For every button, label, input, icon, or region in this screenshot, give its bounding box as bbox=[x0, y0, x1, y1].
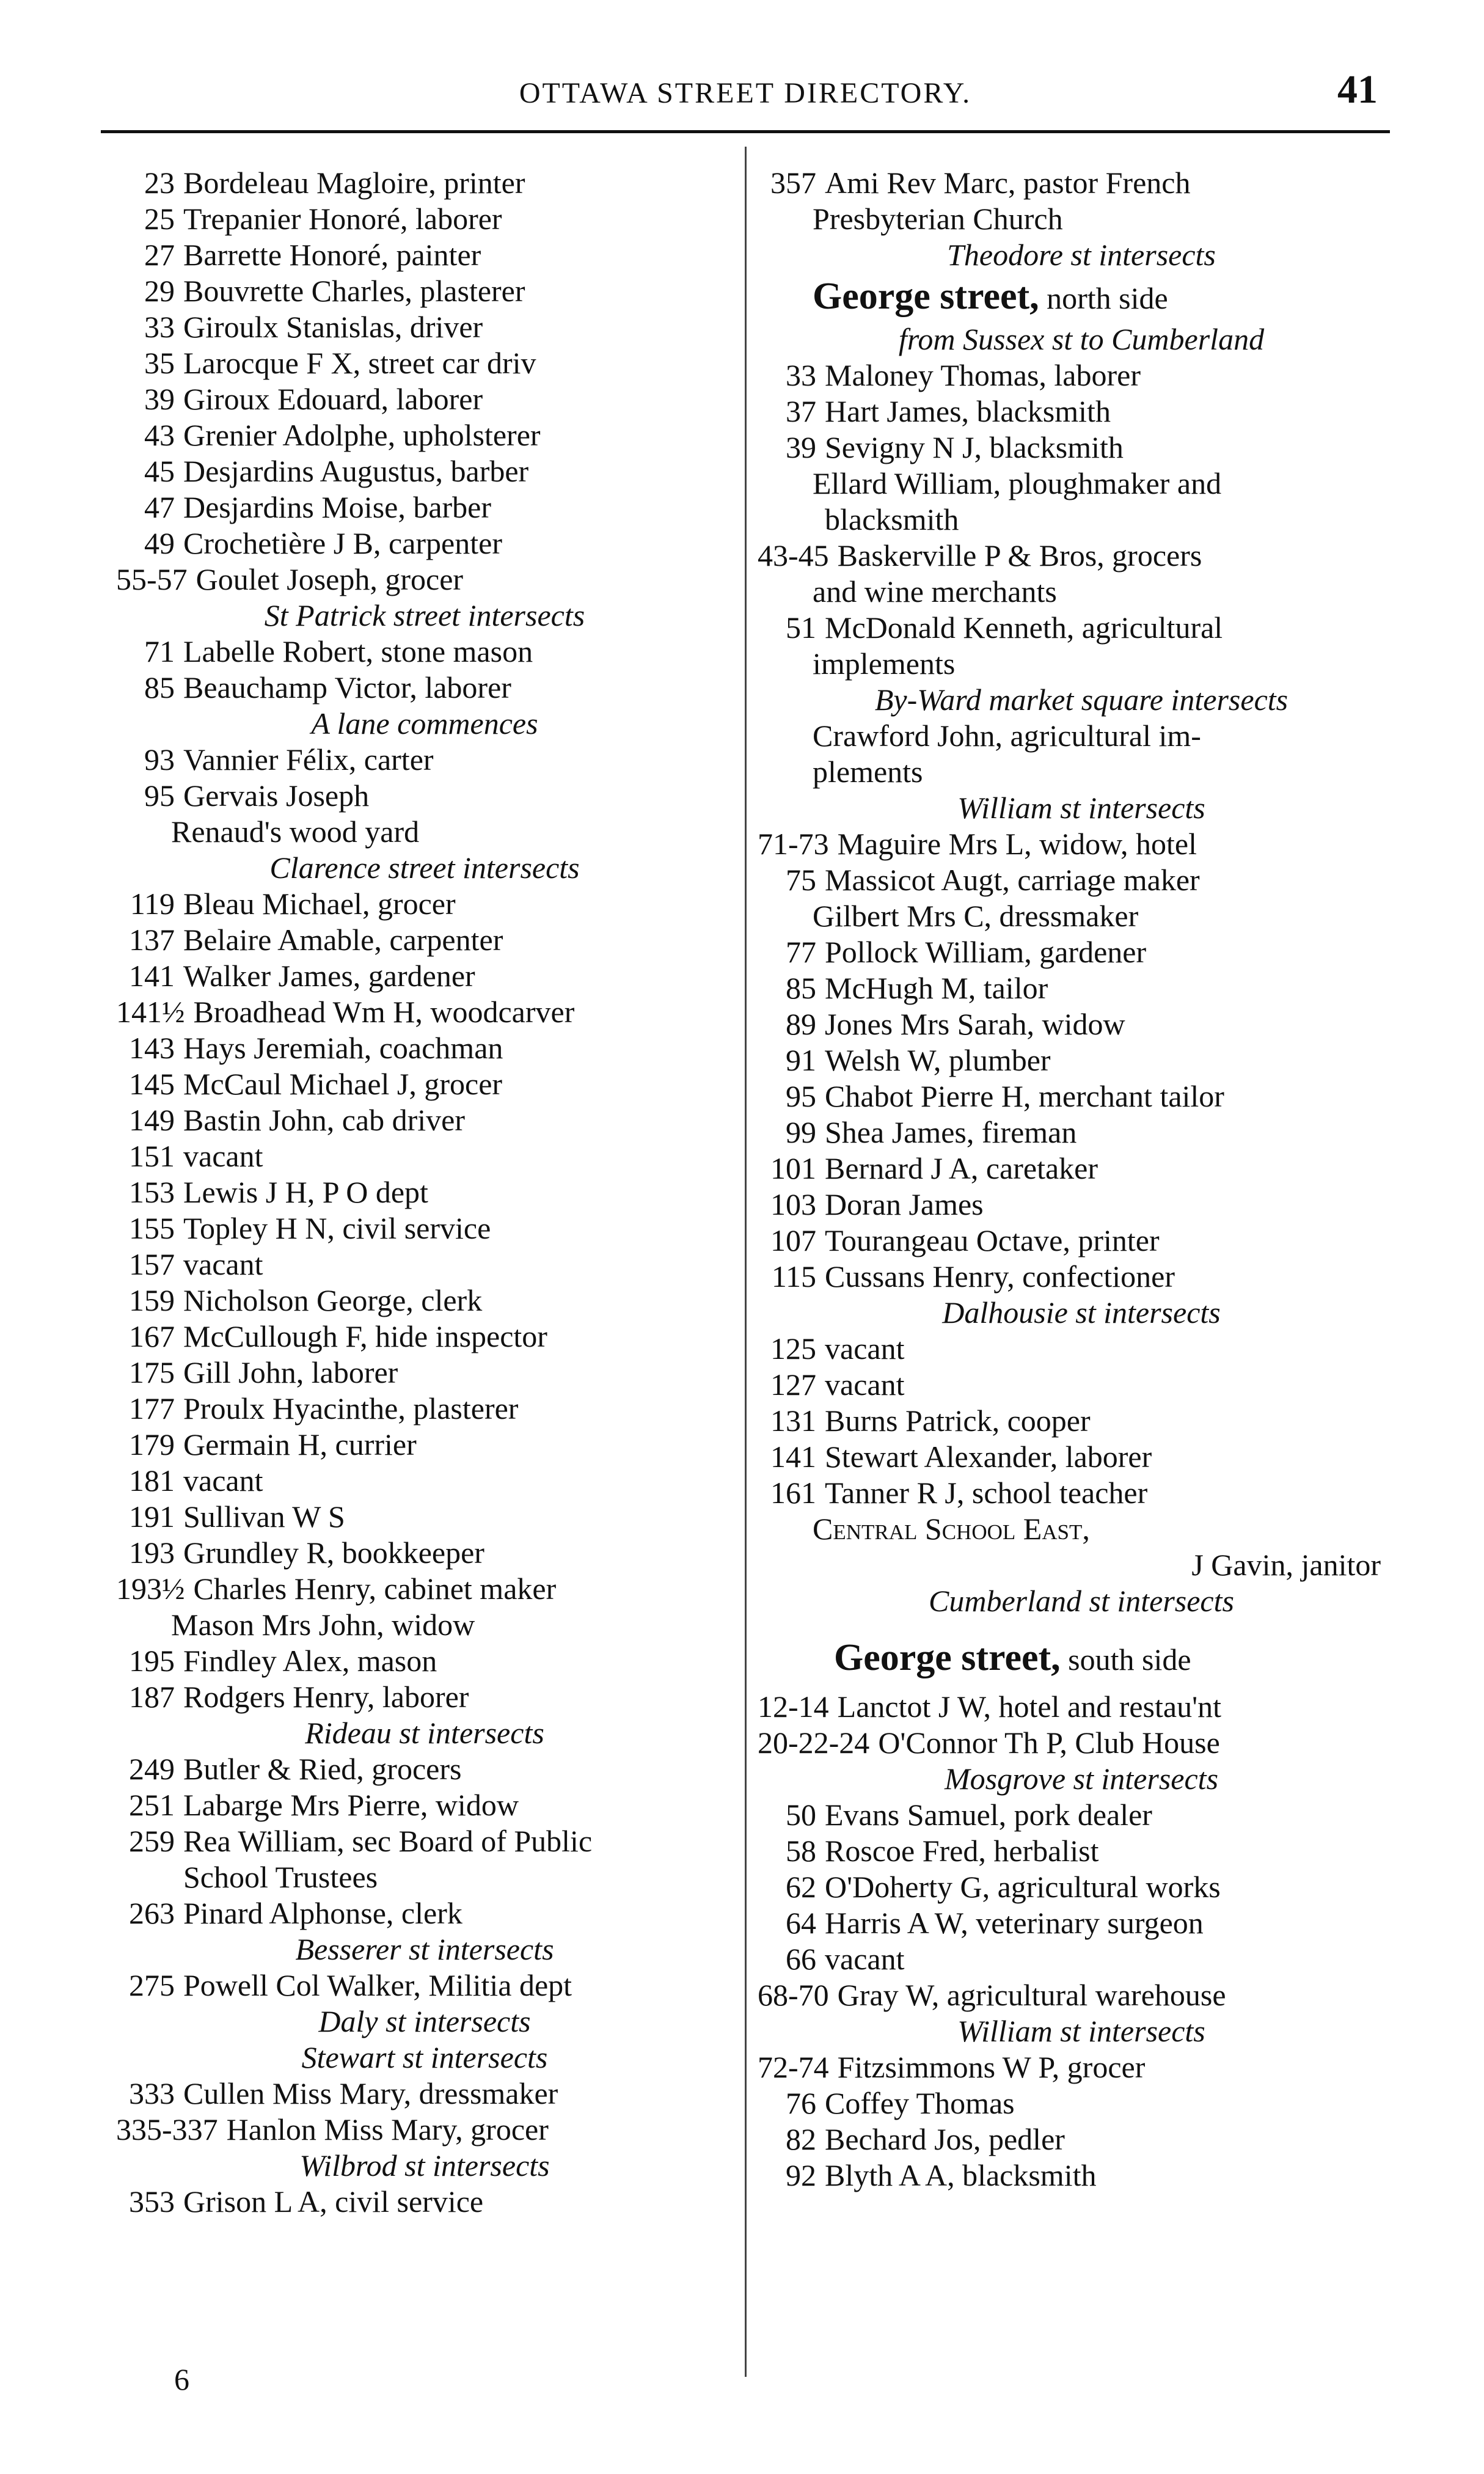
directory-entry bbox=[116, 1283, 733, 1319]
resident-name: Cussans Henry, confectioner bbox=[825, 1259, 1175, 1294]
resident-name: Shea James, fireman bbox=[825, 1115, 1077, 1149]
resident-name: Coffey Thomas bbox=[825, 2086, 1015, 2120]
intersection-note: Cumberland st intersects bbox=[929, 1584, 1234, 1618]
resident-name: vacant bbox=[825, 1331, 905, 1366]
house-number: 12-14 bbox=[758, 1689, 829, 1724]
house-number: 335-337 bbox=[116, 2112, 218, 2146]
resident-name: Roscoe Fred, herbalist bbox=[825, 1834, 1099, 1868]
house-number: 27 bbox=[144, 238, 175, 272]
house-number: 115 bbox=[771, 1259, 816, 1294]
house-number: 37 bbox=[786, 394, 816, 428]
resident-name: Desjardins Moise, barber bbox=[183, 490, 492, 524]
resident-name: Gill John, laborer bbox=[183, 1355, 398, 1389]
resident-name: O'Connor Th P, Club House bbox=[878, 1726, 1220, 1760]
directory-entry bbox=[758, 165, 1405, 201]
house-number: 82 bbox=[786, 2122, 816, 2156]
intersection-note: Mosgrove st intersects bbox=[944, 1762, 1219, 1796]
directory-entry bbox=[116, 1967, 733, 2004]
directory-entry bbox=[758, 1403, 1405, 1439]
house-number: 43-45 bbox=[758, 538, 829, 573]
resident-name: vacant bbox=[183, 1463, 263, 1498]
directory-entry bbox=[116, 562, 733, 598]
street-name: George street, bbox=[834, 1637, 1061, 1678]
house-number: 85 bbox=[786, 971, 816, 1005]
resident-name: Hays Jeremiah, coachman bbox=[183, 1031, 503, 1065]
resident-name: Sevigny N J, blacksmith bbox=[825, 430, 1124, 464]
house-number: 175 bbox=[129, 1355, 175, 1389]
resident-name: Burns Patrick, cooper bbox=[825, 1404, 1091, 1438]
directory-entry bbox=[116, 1463, 733, 1499]
resident-name: Butler & Ried, grocers bbox=[183, 1752, 462, 1786]
street-name: George street, bbox=[813, 276, 1039, 317]
intersection-note: A lane commences bbox=[311, 706, 538, 741]
directory-entry bbox=[116, 994, 733, 1030]
house-number: 353 bbox=[129, 2184, 175, 2219]
house-number: 137 bbox=[129, 923, 175, 957]
directory-entry bbox=[758, 1259, 1405, 1295]
resident-name: Maguire Mrs L, widow, hotel bbox=[837, 827, 1197, 861]
directory-entry bbox=[116, 381, 733, 417]
street-side: south side bbox=[1060, 1642, 1191, 1677]
resident-name: Desjardins Augustus, barber bbox=[183, 454, 529, 488]
institution-name: Central School East, bbox=[813, 1512, 1090, 1546]
street-heading bbox=[758, 273, 1405, 321]
house-number: 55-57 bbox=[116, 562, 188, 596]
directory-entry bbox=[758, 1869, 1405, 1905]
continuation-line: Mason Mrs John, widow bbox=[171, 1608, 475, 1642]
directory-entry bbox=[758, 1367, 1405, 1403]
directory-entry bbox=[758, 1977, 1405, 2013]
intersection-note: William st intersects bbox=[957, 791, 1205, 825]
house-number: 51 bbox=[786, 610, 816, 645]
resident-name: Goulet Joseph, grocer bbox=[196, 562, 464, 596]
directory-entry bbox=[758, 2157, 1405, 2194]
continuation-line: and wine merchants bbox=[813, 574, 1057, 609]
directory-entry bbox=[116, 1571, 733, 1607]
house-number: 58 bbox=[786, 1834, 816, 1868]
resident-name: vacant bbox=[183, 1247, 263, 1281]
house-number: 159 bbox=[129, 1283, 175, 1317]
house-number: 275 bbox=[129, 1968, 175, 2002]
resident-name: Chabot Pierre H, merchant tailor bbox=[825, 1079, 1224, 1113]
directory-entry bbox=[116, 165, 733, 201]
resident-name: McCullough F, hide inspector bbox=[183, 1319, 547, 1353]
directory-entry bbox=[116, 345, 733, 381]
directory-entry bbox=[116, 1355, 733, 1391]
house-number: 141 bbox=[129, 959, 175, 993]
house-number: 71 bbox=[144, 634, 175, 668]
resident-name: Crochetière J B, carpenter bbox=[183, 526, 502, 560]
continuation-line: implements bbox=[813, 646, 956, 681]
house-number: 91 bbox=[786, 1043, 816, 1077]
house-number: 92 bbox=[786, 2158, 816, 2192]
house-number: 141 bbox=[770, 1440, 816, 1474]
resident-name: Fitzsimmons W P, grocer bbox=[837, 2050, 1146, 2084]
resident-name: Grenier Adolphe, upholsterer bbox=[183, 418, 541, 452]
signature-mark: 6 bbox=[174, 2362, 189, 2396]
continuation-line: Gilbert Mrs C, dressmaker bbox=[813, 899, 1139, 933]
right-column bbox=[758, 165, 1405, 2194]
directory-entry bbox=[116, 453, 733, 489]
resident-name: Bastin John, cab driver bbox=[183, 1103, 466, 1137]
resident-name: Grundley R, bookkeeper bbox=[183, 1535, 484, 1570]
directory-entry bbox=[116, 922, 733, 958]
resident-name: Pinard Alphonse, clerk bbox=[183, 1896, 462, 1930]
resident-name: Rodgers Henry, laborer bbox=[183, 1680, 469, 1714]
house-number: 145 bbox=[129, 1067, 175, 1101]
resident-name: Vannier Félix, carter bbox=[183, 742, 434, 777]
house-number: 119 bbox=[130, 887, 175, 921]
directory-entry bbox=[758, 826, 1405, 862]
house-number: 77 bbox=[786, 935, 816, 969]
resident-name: Harris A W, veterinary surgeon bbox=[825, 1906, 1204, 1940]
directory-entry bbox=[116, 1895, 733, 1931]
resident-name: Massicot Augt, carriage maker bbox=[825, 863, 1200, 897]
resident-name: Trepanier Honoré, laborer bbox=[183, 202, 502, 236]
resident-name: Hart James, blacksmith bbox=[825, 394, 1111, 428]
house-number: 153 bbox=[129, 1175, 175, 1209]
house-number: 125 bbox=[770, 1331, 816, 1366]
house-number: 187 bbox=[129, 1680, 175, 1714]
house-number: 249 bbox=[129, 1752, 175, 1786]
house-number: 193½ bbox=[116, 1572, 185, 1606]
directory-entry bbox=[758, 1187, 1405, 1223]
resident-name: Germain H, currier bbox=[183, 1427, 417, 1462]
directory-entry bbox=[116, 417, 733, 453]
resident-name: Doran James bbox=[825, 1187, 984, 1221]
directory-entry bbox=[758, 1833, 1405, 1869]
intersection-note: Besserer st intersects bbox=[295, 1932, 554, 1966]
intersection-note: William st intersects bbox=[957, 2014, 1205, 2048]
continuation-line: Crawford John, agricultural im- bbox=[813, 719, 1201, 753]
resident-name: Larocque F X, street car driv bbox=[183, 346, 536, 380]
resident-name: Tanner R J, school teacher bbox=[825, 1476, 1148, 1510]
house-number: 181 bbox=[129, 1463, 175, 1498]
house-number: 149 bbox=[129, 1103, 175, 1137]
resident-name: Bouvrette Charles, plasterer bbox=[183, 274, 525, 308]
resident-name: Gray W, agricultural warehouse bbox=[837, 1978, 1226, 2012]
resident-name: Evans Samuel, pork dealer bbox=[825, 1798, 1152, 1832]
house-number: 25 bbox=[144, 202, 175, 236]
directory-entry bbox=[758, 1689, 1405, 1725]
intersection-note: St Patrick street intersects bbox=[264, 598, 585, 632]
house-number: 95 bbox=[144, 778, 175, 813]
house-number: 33 bbox=[786, 358, 816, 392]
page-number: 41 bbox=[1337, 67, 1378, 112]
house-number: 263 bbox=[129, 1896, 175, 1930]
directory-entry bbox=[758, 1797, 1405, 1833]
directory-entry bbox=[116, 237, 733, 273]
directory-entry bbox=[758, 538, 1405, 574]
house-number: 107 bbox=[770, 1223, 816, 1257]
directory-entry bbox=[758, 2085, 1405, 2121]
directory-entry bbox=[758, 1078, 1405, 1114]
directory-entry bbox=[758, 1151, 1405, 1187]
resident-name: Lanctot J W, hotel and restau'nt bbox=[837, 1689, 1221, 1724]
street-heading bbox=[758, 1634, 1405, 1683]
directory-entry bbox=[116, 201, 733, 237]
resident-name: Labelle Robert, stone mason bbox=[183, 634, 533, 668]
resident-name: Tourangeau Octave, printer bbox=[825, 1223, 1160, 1257]
intersection-note: By-Ward market square intersects bbox=[874, 683, 1288, 717]
directory-entry bbox=[116, 2076, 733, 2112]
house-number: 177 bbox=[129, 1391, 175, 1425]
resident-name: Nicholson George, clerk bbox=[183, 1283, 483, 1317]
directory-entry bbox=[758, 934, 1405, 970]
resident-name: Grison L A, civil service bbox=[183, 2184, 484, 2219]
continuation-line: J Gavin, janitor bbox=[1191, 1548, 1381, 1582]
resident-name: O'Doherty G, agricultural works bbox=[825, 1870, 1221, 1904]
house-number: 45 bbox=[144, 454, 175, 488]
house-number: 72-74 bbox=[758, 2050, 829, 2084]
house-number: 167 bbox=[129, 1319, 175, 1353]
house-number: 193 bbox=[129, 1535, 175, 1570]
resident-name: Beauchamp Victor, laborer bbox=[183, 670, 511, 705]
directory-entry bbox=[758, 1941, 1405, 1977]
directory-entry bbox=[758, 862, 1405, 898]
directory-entry bbox=[116, 1066, 733, 1102]
house-number: 157 bbox=[129, 1247, 175, 1281]
directory-entry bbox=[116, 1535, 733, 1571]
house-number: 151 bbox=[129, 1139, 175, 1173]
house-number: 75 bbox=[786, 863, 816, 897]
directory-entry bbox=[116, 1030, 733, 1066]
house-number: 95 bbox=[786, 1079, 816, 1113]
house-number: 68-70 bbox=[758, 1978, 829, 2012]
continuation-line: blacksmith bbox=[825, 502, 959, 536]
directory-entry bbox=[758, 357, 1405, 393]
directory-entry bbox=[116, 1643, 733, 1679]
continuation-line: Ellard William, ploughmaker and bbox=[813, 466, 1222, 500]
directory-entry bbox=[758, 2049, 1405, 2085]
directory-entry bbox=[116, 2112, 733, 2148]
directory-entry bbox=[116, 1210, 733, 1246]
resident-name: Baskerville P & Bros, grocers bbox=[837, 538, 1202, 573]
resident-name: Pollock William, gardener bbox=[825, 935, 1147, 969]
directory-entry bbox=[758, 610, 1405, 646]
directory-entry bbox=[116, 1391, 733, 1427]
resident-name: Belaire Amable, carpenter bbox=[183, 923, 503, 957]
directory-entry bbox=[116, 1823, 733, 1859]
directory-entry bbox=[116, 1499, 733, 1535]
house-number: 76 bbox=[786, 2086, 816, 2120]
directory-entry bbox=[758, 393, 1405, 430]
directory-entry bbox=[116, 1427, 733, 1463]
directory-entry bbox=[116, 525, 733, 562]
house-number: 251 bbox=[129, 1788, 175, 1822]
continuation-line: Presbyterian Church bbox=[813, 202, 1063, 236]
house-number: 33 bbox=[144, 310, 175, 344]
resident-name: Powell Col Walker, Militia dept bbox=[183, 1968, 572, 2002]
intersection-note: Theodore st intersects bbox=[947, 238, 1216, 272]
directory-entry bbox=[758, 2121, 1405, 2157]
directory-entry bbox=[116, 273, 733, 309]
directory-entry bbox=[116, 1319, 733, 1355]
resident-name: Bechard Jos, pedler bbox=[825, 2122, 1065, 2156]
resident-name: Bleau Michael, grocer bbox=[183, 887, 456, 921]
intersection-note: Stewart st intersects bbox=[301, 2040, 548, 2074]
directory-entry bbox=[116, 2184, 733, 2220]
house-number: 85 bbox=[144, 670, 175, 705]
resident-name: Walker James, gardener bbox=[183, 959, 475, 993]
page-header bbox=[101, 58, 1390, 125]
house-number: 66 bbox=[786, 1942, 816, 1976]
directory-entry bbox=[758, 970, 1405, 1006]
resident-name: McCaul Michael J, grocer bbox=[183, 1067, 503, 1101]
directory-entry bbox=[116, 670, 733, 706]
house-number: 195 bbox=[129, 1644, 175, 1678]
directory-entry bbox=[116, 634, 733, 670]
directory-entry bbox=[758, 430, 1405, 466]
resident-name: McHugh M, tailor bbox=[825, 971, 1048, 1005]
resident-name: Sullivan W S bbox=[183, 1499, 345, 1534]
resident-name: Ami Rev Marc, pastor French bbox=[825, 166, 1191, 200]
directory-entry bbox=[116, 1102, 733, 1138]
resident-name: Maloney Thomas, laborer bbox=[825, 358, 1141, 392]
directory-entry bbox=[758, 1475, 1405, 1511]
resident-name: Rea William, sec Board of Public bbox=[183, 1824, 593, 1858]
house-number: 50 bbox=[786, 1798, 816, 1832]
directory-entry bbox=[758, 1331, 1405, 1367]
resident-name: Barrette Honoré, painter bbox=[183, 238, 481, 272]
resident-name: Blyth A A, blacksmith bbox=[825, 2158, 1097, 2192]
intersection-note: Rideau st intersects bbox=[305, 1716, 544, 1750]
resident-name: Gervais Joseph bbox=[183, 778, 370, 813]
house-number: 191 bbox=[129, 1499, 175, 1534]
resident-name: Cullen Miss Mary, dressmaker bbox=[183, 2076, 558, 2110]
page-title: OTTAWA STREET DIRECTORY. bbox=[519, 77, 972, 109]
continuation-line: plements bbox=[813, 755, 923, 789]
house-number: 333 bbox=[129, 2076, 175, 2110]
intersection-note: Clarence street intersects bbox=[269, 851, 580, 885]
directory-entry bbox=[758, 1439, 1405, 1475]
resident-name: Hanlon Miss Mary, grocer bbox=[226, 2112, 549, 2146]
resident-name: McDonald Kenneth, agricultural bbox=[825, 610, 1223, 645]
house-number: 39 bbox=[144, 382, 175, 416]
directory-entry bbox=[116, 1751, 733, 1787]
resident-name: Welsh W, plumber bbox=[825, 1043, 1051, 1077]
house-number: 39 bbox=[786, 430, 816, 464]
directory-entry bbox=[758, 1006, 1405, 1042]
left-column bbox=[116, 165, 733, 2220]
house-number: 99 bbox=[786, 1115, 816, 1149]
resident-name: Jones Mrs Sarah, widow bbox=[825, 1007, 1125, 1041]
resident-name: Topley H N, civil service bbox=[183, 1211, 491, 1245]
continuation-line: School Trustees bbox=[183, 1860, 378, 1894]
directory-entry bbox=[116, 958, 733, 994]
directory-entry bbox=[116, 1679, 733, 1715]
directory-entry bbox=[116, 742, 733, 778]
house-number: 23 bbox=[144, 166, 175, 200]
house-number: 141½ bbox=[116, 995, 185, 1029]
intersection-note: Wilbrod st intersects bbox=[299, 2148, 550, 2183]
house-number: 131 bbox=[770, 1404, 816, 1438]
directory-entry bbox=[116, 1138, 733, 1174]
house-number: 47 bbox=[144, 490, 175, 524]
header-rule bbox=[101, 130, 1390, 133]
resident-name: Stewart Alexander, laborer bbox=[825, 1440, 1152, 1474]
directory-entry bbox=[116, 1174, 733, 1210]
house-number: 103 bbox=[770, 1187, 816, 1221]
house-number: 161 bbox=[770, 1476, 816, 1510]
resident-name: Bordeleau Magloire, printer bbox=[183, 166, 525, 200]
intersection-note: from Sussex st to Cumberland bbox=[898, 322, 1265, 356]
house-number: 29 bbox=[144, 274, 175, 308]
street-side: north side bbox=[1039, 281, 1168, 315]
resident-name: Charles Henry, cabinet maker bbox=[193, 1572, 557, 1606]
directory-entry bbox=[758, 1042, 1405, 1078]
directory-entry bbox=[758, 1725, 1405, 1761]
house-number: 155 bbox=[129, 1211, 175, 1245]
resident-name: vacant bbox=[825, 1367, 905, 1402]
resident-name: Bernard J A, caretaker bbox=[825, 1151, 1098, 1185]
intersection-note: Daly st intersects bbox=[318, 2004, 531, 2038]
directory-entry bbox=[758, 1223, 1405, 1259]
directory-entry bbox=[116, 1787, 733, 1823]
resident-name: Giroux Edouard, laborer bbox=[183, 382, 483, 416]
directory-entry bbox=[116, 309, 733, 345]
house-number: 49 bbox=[144, 526, 175, 560]
house-number: 127 bbox=[770, 1367, 816, 1402]
resident-name: Lewis J H, P O dept bbox=[183, 1175, 428, 1209]
directory-entry bbox=[116, 886, 733, 922]
directory-entry bbox=[116, 1246, 733, 1283]
resident-name: Proulx Hyacinthe, plasterer bbox=[183, 1391, 519, 1425]
resident-name: vacant bbox=[825, 1942, 905, 1976]
house-number: 143 bbox=[129, 1031, 175, 1065]
resident-name: Labarge Mrs Pierre, widow bbox=[183, 1788, 519, 1822]
directory-entry bbox=[758, 1905, 1405, 1941]
house-number: 89 bbox=[786, 1007, 816, 1041]
house-number: 259 bbox=[129, 1824, 175, 1858]
directory-entry bbox=[758, 1114, 1405, 1151]
house-number: 20-22-24 bbox=[758, 1726, 870, 1760]
house-number: 93 bbox=[144, 742, 175, 777]
house-number: 43 bbox=[144, 418, 175, 452]
house-number: 71-73 bbox=[758, 827, 829, 861]
resident-name: vacant bbox=[183, 1139, 263, 1173]
house-number: 179 bbox=[129, 1427, 175, 1462]
house-number: 62 bbox=[786, 1870, 816, 1904]
house-number: 357 bbox=[770, 166, 816, 200]
resident-name: Findley Alex, mason bbox=[183, 1644, 437, 1678]
directory-entry bbox=[116, 778, 733, 814]
house-number: 35 bbox=[144, 346, 175, 380]
house-number: 64 bbox=[786, 1906, 816, 1940]
column-divider bbox=[745, 147, 747, 2377]
house-number: 101 bbox=[770, 1151, 816, 1185]
directory-entry bbox=[116, 489, 733, 525]
resident-name: Giroulx Stanislas, driver bbox=[183, 310, 483, 344]
continuation-line: Renaud's wood yard bbox=[171, 814, 420, 849]
intersection-note: Dalhousie st intersects bbox=[942, 1295, 1221, 1330]
resident-name: Broadhead Wm H, woodcarver bbox=[193, 995, 575, 1029]
